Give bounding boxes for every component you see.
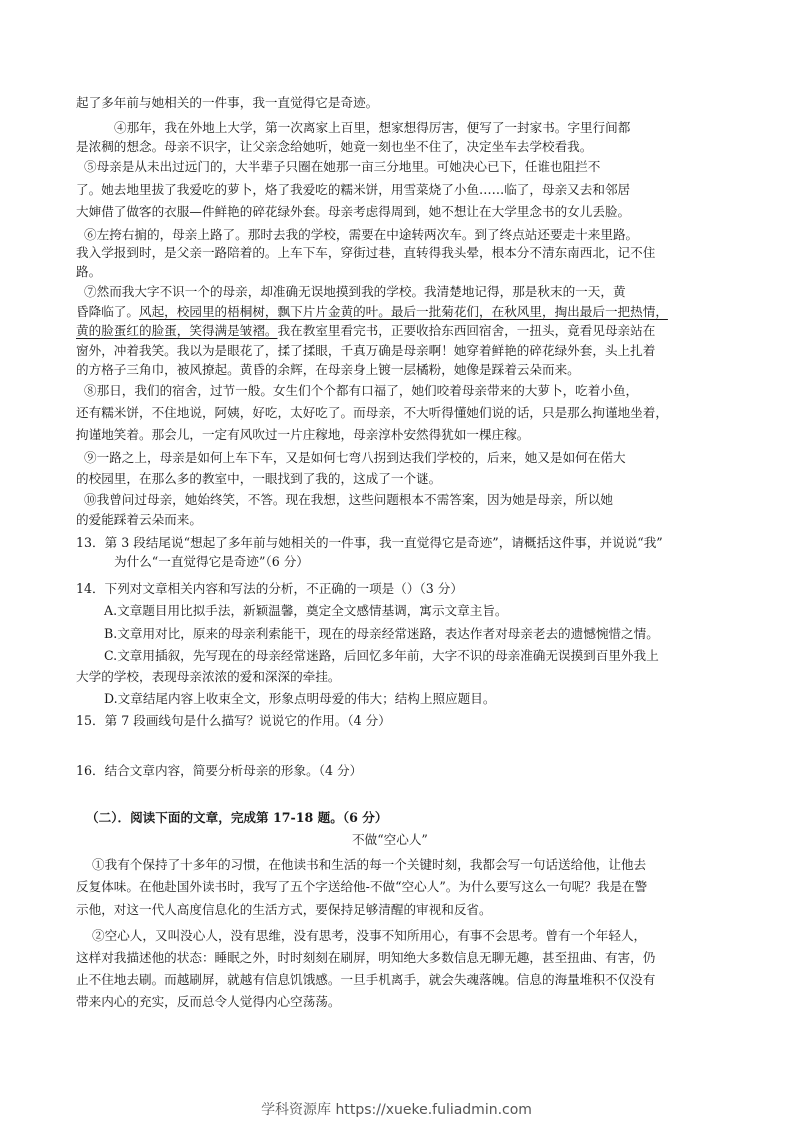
paragraph-9-line: 的校园里，在那么多的教室中，一眼找到了我的，这成了一个谜。 xyxy=(76,471,442,486)
paragraph-7-text: 我在教室里看完书，正要收拾东西回宿舍，一扭头，竟看见母亲站在 xyxy=(277,323,656,338)
paragraph-7-line: ⑦然而我大字不识一个的母亲，却准确无误地摸到我的学校。我清楚地记得，那是秋末的一天，黄 xyxy=(84,284,626,299)
question-14: 14．下列对文章相关内容和写法的分析，不正确的一项是（）（3 分） xyxy=(76,581,463,596)
paragraph-2-line: 这样对我描述他的状态：睡眠之外，时时刻刻在刷屏，明知绝大多数信息无聊无趣，甚至扭曲、有害，仍 xyxy=(76,950,656,965)
question-13: 13．第 3 段结尾说“想起了多年前与她相关的一件事，我一直觉得它是奇迹”，请概括这件事，并说说“我” xyxy=(76,535,663,550)
paragraph-8-line: 还有糯米饼，不住地说，阿姨，好吃，太好吃了。而母亲，不大听得懂她们说的话，只是那么拘谨地坐着， xyxy=(76,405,668,420)
underlined-sentence: 风起，校园里的梧桐树，飘下片片金黄的叶。最后一批菊花们，在秋风里，掏出最后一把热情， xyxy=(138,304,668,319)
paragraph-6-line: 我入学报到时，是父亲一路陪着的。上车下车，穿街过巷，直转得我头晕，根本分不清东南西北，记不住 xyxy=(76,245,656,260)
paragraph-4-line: 是浓稠的想念。母亲不识字，让父亲念给她听，她竟一刻也坐不住了，决定坐车去学校看我。 xyxy=(76,139,593,154)
paragraph-7-line xyxy=(76,323,655,339)
paragraph-2-line: ②空心人，又叫没心人，没有思维，没有思考，没事不知所用心，有事不会思考。曾有一个年轻人， xyxy=(92,928,647,943)
paragraph-7-text: 昏降临了。 xyxy=(76,304,139,319)
paragraph-2-line: 带来内心的充实，反而总令人觉得内心空荡荡。 xyxy=(76,994,341,1009)
paragraph-1-line: 示他，对这一代人高度信息化的生活方式，要保持足够清醒的审视和反省。 xyxy=(76,902,492,917)
paragraph-4-line: ④那年，我在外地上大学，第一次离家上百里，想家想得厉害，便写了一封家书。字里行间都 xyxy=(114,120,631,135)
paragraph-7-line: 的方格子三角巾，被风撩起。黄昏的余辉，在母亲身上镀一层橘粉，她像是踩着云朵而来。 xyxy=(76,362,580,377)
paragraph-5-line: 了。她去地里拔了我爱吃的萝卜，烙了我爱吃的糯米饼，用雪菜烧了小鱼……临了，母亲又去和邻居 xyxy=(76,182,631,197)
article-title: 不做“空心人” xyxy=(352,832,428,847)
question-14-option-b: B.文章用对比，原来的母亲利索能干，现在的母亲经常迷路，表达作者对母亲老去的遗憾惋惜之情。 xyxy=(104,626,659,641)
paragraph-8-line: 拘谨地笑着。那会儿，一定有风吹过一片庄稼地，母亲淳朴安然得犹如一棵庄稼。 xyxy=(76,427,530,442)
paragraph-9-line: ⑨一路之上，母亲是如何上车下车，又是如何七弯八拐到达我们学校的，后来，她又是如何在偌大 xyxy=(84,450,626,465)
question-15: 15．第 7 段画线句是什么描写？说说它的作用。（4 分） xyxy=(76,713,391,728)
paragraph-8-line: ⑧那日，我们的宿舍，过节一般。女生们个个都有口福了，她们咬着母亲带来的大萝卜，吃着小鱼， xyxy=(84,383,639,398)
question-16: 16．结合文章内容，简要分析母亲的形象。（4 分） xyxy=(76,763,363,778)
question-13-cont: 为什么“一直觉得它是奇迹”（6 分） xyxy=(114,554,309,569)
question-14-option-c-cont: 大学的学校，表现母亲浓浓的爱和深深的牵挂。 xyxy=(76,669,341,684)
section-heading: （二）．阅读下面的文章，完成第 17-18 题。（6 分） xyxy=(86,810,388,825)
paragraph-10-line: 的爱能踩着云朵而来。 xyxy=(76,512,202,527)
paragraph-6-line: ⑥左挎右掮的，母亲上路了。那时去我的学校，需要在中途转两次车。到了终点站还要走十来里路。 xyxy=(84,227,639,242)
paragraph-6-line: 路。 xyxy=(76,264,102,279)
paragraph-1-line: 反复体味。在他赴国外读书时，我写了五个字送给他-不做“空心人”。为什么要写这么一句呢？我是在警 xyxy=(76,879,648,894)
underlined-sentence: 黄的脸蛋红的脸蛋，笑得满是皱褶。 xyxy=(76,323,278,338)
question-14-option-c: C.文章用插叙，先写现在的母亲经常迷路，后回忆多年前，大字不识的母亲准确无误摸到百里外我上 xyxy=(104,648,659,663)
paragraph-1-line: ①我有个保持了十多年的习惯，在他读书和生活的每一个关键时刻，我都会写一句话送给他，让他去 xyxy=(92,857,647,872)
question-14-option-a: A.文章题目用比拟手法，新颖温馨，奠定全文感情基调，寓示文章主旨。 xyxy=(104,603,508,618)
question-14-option-d: D.文章结尾内容上收束全文，形象点明母爱的伟大；结构上照应题目。 xyxy=(104,691,496,706)
footer-watermark: 学科资源库 https://xueke.fuliadmin.com xyxy=(261,1102,532,1118)
intro-line: 起了多年前与她相关的一件事，我一直觉得它是奇迹。 xyxy=(76,95,379,110)
paragraph-7-line xyxy=(76,304,668,320)
paragraph-5-line: 大婶借了做客的衣服—件鲜艳的碎花绿外套。母亲考虑得周到，她不想让在大学里念书的女儿丢脸。 xyxy=(76,204,631,219)
paragraph-10-line: ⑩我曾问过母亲，她始终笑，不答。现在我想，这些问题根本不需答案，因为她是母亲，所以她 xyxy=(84,492,613,507)
paragraph-2-line: 止不住地去刷。而越刷屏，就越有信息饥饿感。一旦手机离手，就会失魂落魄。信息的海量堆积不仅没有 xyxy=(76,972,656,987)
paragraph-7-line: 窗外，冲着我笑。我以为是眼花了，揉了揉眼，千真万确是母亲啊！她穿着鲜艳的碎花绿外套，头上扎着 xyxy=(76,343,656,358)
paragraph-5-line: ⑤母亲是从未出过远门的，大半辈子只圈在她那一亩三分地里。可她决心已下，任谁也阻拦不 xyxy=(84,159,601,174)
